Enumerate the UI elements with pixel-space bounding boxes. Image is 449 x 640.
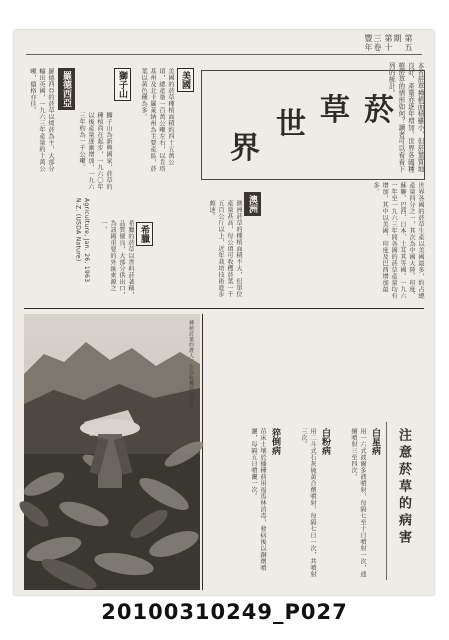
title-char-1: 菸 — [364, 93, 394, 128]
disease-2-text: 用二斗式石灰硫黃合劑噴射，每隔七日一次，共噴射三次。 — [300, 428, 316, 578]
title-box — [201, 70, 425, 180]
header-volume: 第十三卷 — [373, 34, 393, 52]
magazine-page — [14, 30, 434, 595]
title-char-2: 草 — [320, 93, 350, 128]
disease-section-title: 注意菸草的病害 — [396, 428, 411, 547]
header-journal: 豐年 — [364, 34, 373, 52]
tobacco-field-photo — [24, 314, 200, 590]
section-rhodesia-text: 羅德西亞的菸草以烤菸為主，大部分輸出英國，一九六三年產量約十萬公噸，價格亦佳。 — [29, 68, 54, 172]
title-char-3: 世 — [276, 107, 306, 142]
header-issue: 第五期 — [393, 34, 413, 52]
disease-1-name: 白星病 — [370, 428, 380, 455]
section-australia-title: 澳洲 — [244, 192, 261, 216]
section-greece-title: 希臘 — [136, 222, 153, 246]
section-greece-text: 希臘的菸草以香料菸著稱，品質優良，大部分供出口，為該國重要的外匯來源之一。 — [100, 220, 134, 298]
disease-1-text: 用一六式波爾多液噴射，每隔七至十日噴射一次，連續噴射三至四次。 — [350, 428, 366, 578]
title-char-4: 界 — [230, 131, 260, 166]
disease-divider — [386, 422, 387, 580]
section-sierra-leone-title: 獅子山 — [114, 68, 131, 101]
source-note: Agriculture, Jan. 26, 1963 N.Z. (USDA Nature) — [74, 198, 90, 283]
section-usa-text: 美國的菸草種植面積約四十五萬公頃，總產量一百萬公噸左右，以肯塔基州及北卡羅萊納州為主要產區，菸葉以黃色種為多。 — [140, 68, 174, 172]
disease-2-name: 白粉病 — [320, 428, 330, 455]
body-paragraph: 世界各國的菸草生產以美國最多，約占總產量四分之一，其次為中國大陸、印度、蘇聯、巴西、日本、土耳其等國。一九六一年至一九六三年間各國的菸草產量均有增加，其中以美國、印度及巴西增加最多。 — [372, 182, 424, 299]
header-rule — [26, 54, 422, 55]
section-australia-text: 澳洲菸草的種植面積不大，但單位產量甚高，每公頃可收穫菸葉一千五百公斤以上，近年栽培技術進步頗速。 — [208, 200, 242, 298]
intro-paragraph: 本省菸草種植面積雖小，但菸葉質地良好，產量亦逐年增加。世界各國種植菸草的情形如何？讀者可以看看下列的統計。 — [387, 62, 424, 173]
disease-3-name: 猝倒病 — [270, 428, 280, 455]
section-usa-title: 美國 — [177, 68, 194, 92]
divider-horizontal — [24, 308, 424, 309]
disease-3-text: 苗床土壤於播種前用福馬林消毒，發病後以銅劑噴灑，每隔五日噴灑一次。 — [250, 428, 266, 571]
section-sierra-leone-text: 獅子山為新興國家，菸草的種植尚在起步，一九六〇年以後產量逐漸增加，一九六三年約為一千公噸。 — [78, 112, 112, 190]
photo-caption: 種植菸葉的農人，右為收穫前的菸草 — [188, 320, 194, 408]
archive-id-label: 20100310249_P027 — [101, 600, 348, 624]
divider-vertical — [202, 314, 203, 590]
section-rhodesia-title: 羅德西亞 — [58, 68, 75, 110]
